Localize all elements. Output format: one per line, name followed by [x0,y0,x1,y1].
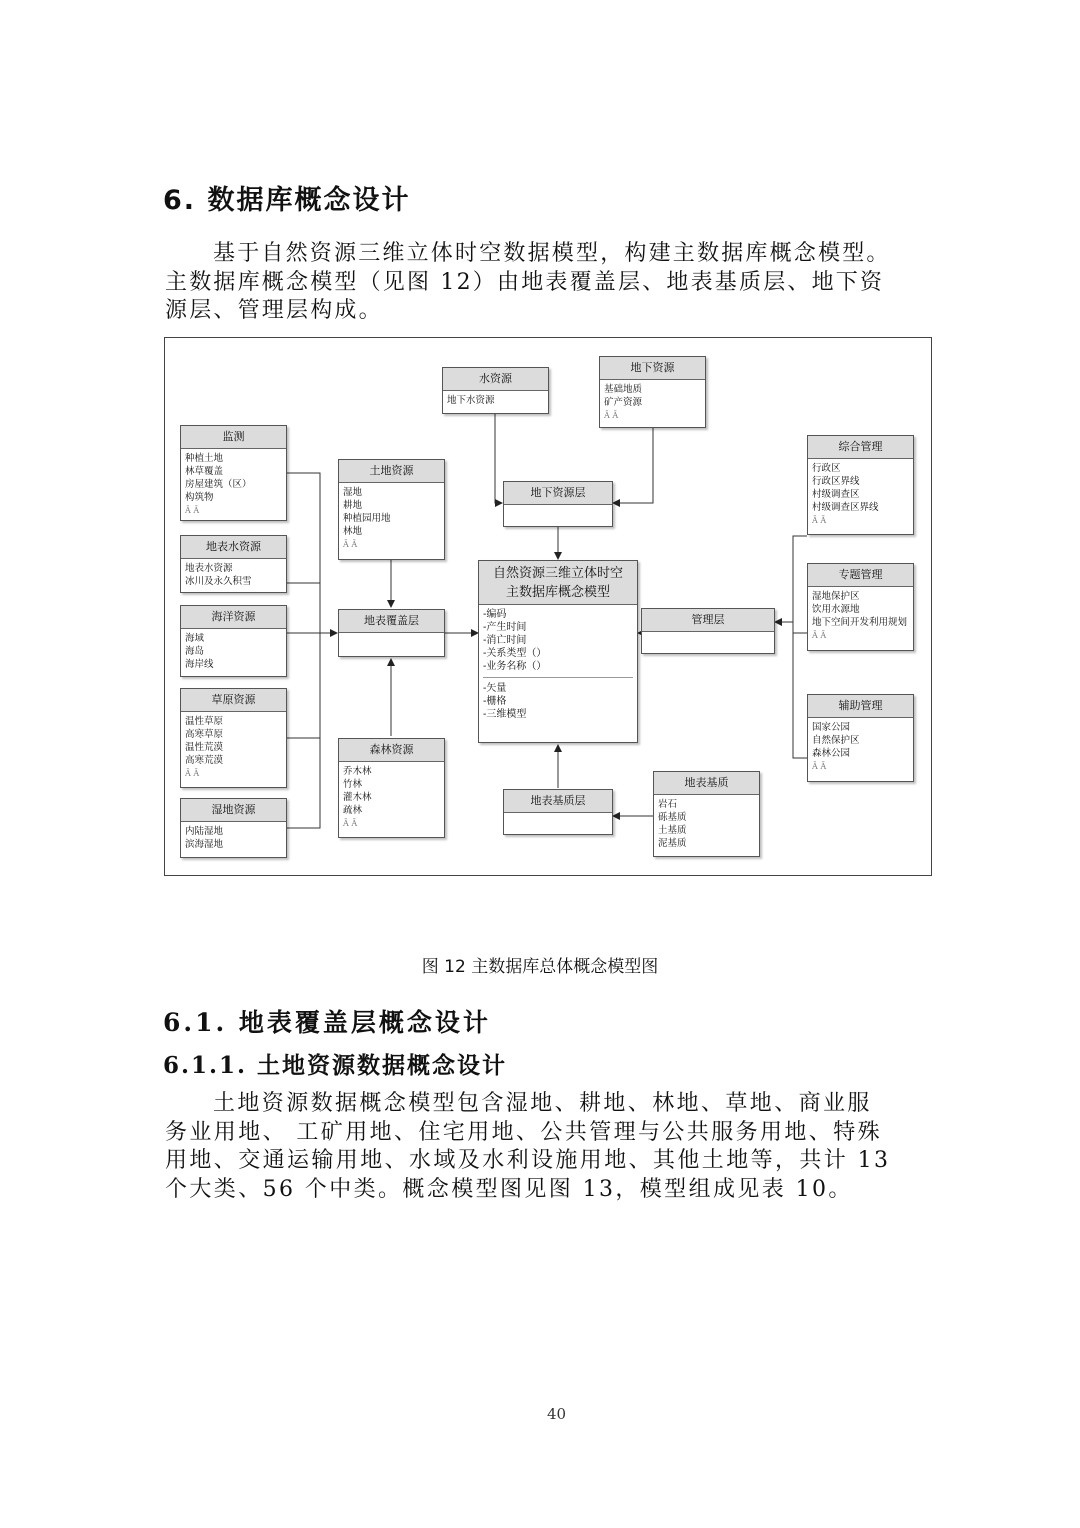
class-water [442,367,549,414]
class-title: 草原资源 [181,689,286,712]
class-item: 竹林 [343,779,363,790]
class-surface-substrate [653,771,760,857]
class-title: 海洋资源 [181,606,286,629]
class-item: 岩石 [658,799,678,810]
class-item: 构筑物 [185,492,214,503]
class-item: 滨海湿地 [185,839,224,850]
section-heading-6: 6. 数据库概念设计 [163,185,411,216]
central-attr: -业务名称（） [483,661,547,672]
central-title-line: 自然资源三维立体时空 [492,566,623,581]
class-aux-management [807,694,914,782]
section-heading-6-1: 6.1. 地表覆盖层概念设计 [163,1008,491,1037]
class-item: 地下空间开发利用规划 [812,617,908,628]
figure-caption: 图 12 主数据库总体概念模型图 [421,957,659,977]
class-topic-management [807,563,914,651]
class-item: 土基质 [658,825,687,836]
layer-title: 管理层 [642,609,774,632]
class-item: 高寒草原 [185,729,224,740]
class-title: 土地资源 [339,460,444,483]
layer-title: 地表覆盖层 [339,610,444,633]
class-item: 疏林 [343,805,363,816]
class-item: 温性荒漠 [185,742,224,753]
concept-model-diagram [164,337,932,876]
class-title: 专题管理 [808,564,913,587]
class-item: 行政区 [812,463,841,474]
class-title: 辅助管理 [808,695,913,718]
class-item: Ā Ā [812,516,827,525]
class-item: Ā Ā [604,411,619,420]
body-paragraph [165,1090,925,1204]
class-item: 湿地保护区 [812,591,860,602]
class-item: Ā Ā [343,540,358,549]
central-model-title [479,561,637,605]
central-attr: -产生时间 [483,622,527,633]
intro-line: 基于自然资源三维立体时空数据模型，构建主数据库概念模型。 [213,241,891,266]
central-separator [483,677,633,678]
class-ocean [180,605,287,677]
class-title: 监测 [181,426,286,449]
class-item: 国家公园 [812,722,851,733]
class-item: 耕地 [343,500,363,511]
class-title: 综合管理 [808,436,913,459]
layer-underground [503,481,613,527]
central-type: -矢量 [483,683,507,694]
class-surface-water [180,535,287,593]
class-item: 灌木林 [343,792,372,803]
class-land [338,459,445,560]
class-title: 水资源 [443,368,548,391]
class-item: 乔木林 [343,766,372,777]
intro-line: 主数据库概念模型（见图 12）由地表覆盖层、地表基质层、地下资 [165,269,885,295]
class-item: Ā Ā [185,506,200,515]
layer-title: 地表基质层 [504,790,612,813]
class-monitor [180,425,287,521]
class-item: 地表水资源 [185,563,233,574]
class-item: 基础地质 [604,384,643,395]
body-line: 务业用地、 工矿用地、住宅用地、公共管理与公共服务用地、特殊 [165,1119,882,1145]
central-attr: -关系类型（） [483,648,547,659]
class-item: 种植土地 [185,453,224,464]
class-item: 海岸线 [185,659,214,670]
class-item: 海域 [185,633,205,644]
class-item: Ā Ā [343,819,358,828]
central-attr: -消亡时间 [483,635,527,646]
class-item: 高寒荒漠 [185,755,224,766]
class-item: Ā Ā [812,631,827,640]
body-line: 用地、交通运输用地、水域及水利设施用地、其他土地等，共计 13 [165,1148,891,1173]
class-item: 内陆湿地 [185,826,224,837]
class-item: 湿地 [343,487,363,498]
class-item: 冰川及永久积雪 [185,576,252,587]
class-underground-resource [599,356,706,428]
class-item: 矿产资源 [604,397,643,408]
class-item: 海岛 [185,646,205,657]
class-grassland [180,688,287,788]
class-title: 森林资源 [339,739,444,762]
class-item: 森林公园 [812,748,851,759]
class-item: 自然保护区 [812,735,860,746]
layer-surface-cover [338,609,445,657]
layer-management [641,608,775,654]
body-line: 个大类、56 个中类。概念模型图见图 13，模型组成见表 10。 [165,1176,853,1202]
class-item: 房屋建筑（区） [185,479,252,490]
class-title: 地表水资源 [181,536,286,559]
class-item: 温性草原 [185,716,224,727]
class-integrated-management [807,435,914,535]
layer-substrate [503,789,613,835]
intro-line: 源层、管理层构成。 [165,298,383,323]
class-item: Ā Ā [185,769,200,778]
body-line: 土地资源数据概念模型包含湿地、耕地、林地、草地、商业服 [213,1091,872,1116]
section-heading-6-1-1: 6.1.1. 土地资源数据概念设计 [163,1052,508,1079]
class-item: 种植园用地 [343,513,391,524]
class-item: 林草覆盖 [185,466,224,477]
class-item: 砾基质 [658,812,687,823]
class-item: 村级调查区 [812,489,860,500]
class-title: 地下资源 [600,357,705,380]
page-number: 40 [546,1405,567,1423]
class-wetland [180,798,287,858]
central-model [478,560,638,743]
central-title-line: 主数据库概念模型 [505,585,610,600]
class-item: 地下水资源 [447,395,495,406]
class-title: 地表基质 [654,772,759,795]
class-item: 村级调查区界线 [812,502,879,513]
class-item: 林地 [343,526,363,537]
class-forest [338,738,445,838]
central-type: -栅格 [483,696,507,707]
central-attr: -编码 [483,609,507,620]
class-item: 泥基质 [658,838,687,849]
intro-paragraph [165,240,925,326]
class-item: Ā Ā [812,762,827,771]
class-title: 湿地资源 [181,799,286,822]
class-item: 行政区界线 [812,476,860,487]
layer-title: 地下资源层 [504,482,612,505]
class-item: 饮用水源地 [812,604,860,615]
central-type: -三维模型 [483,709,527,720]
